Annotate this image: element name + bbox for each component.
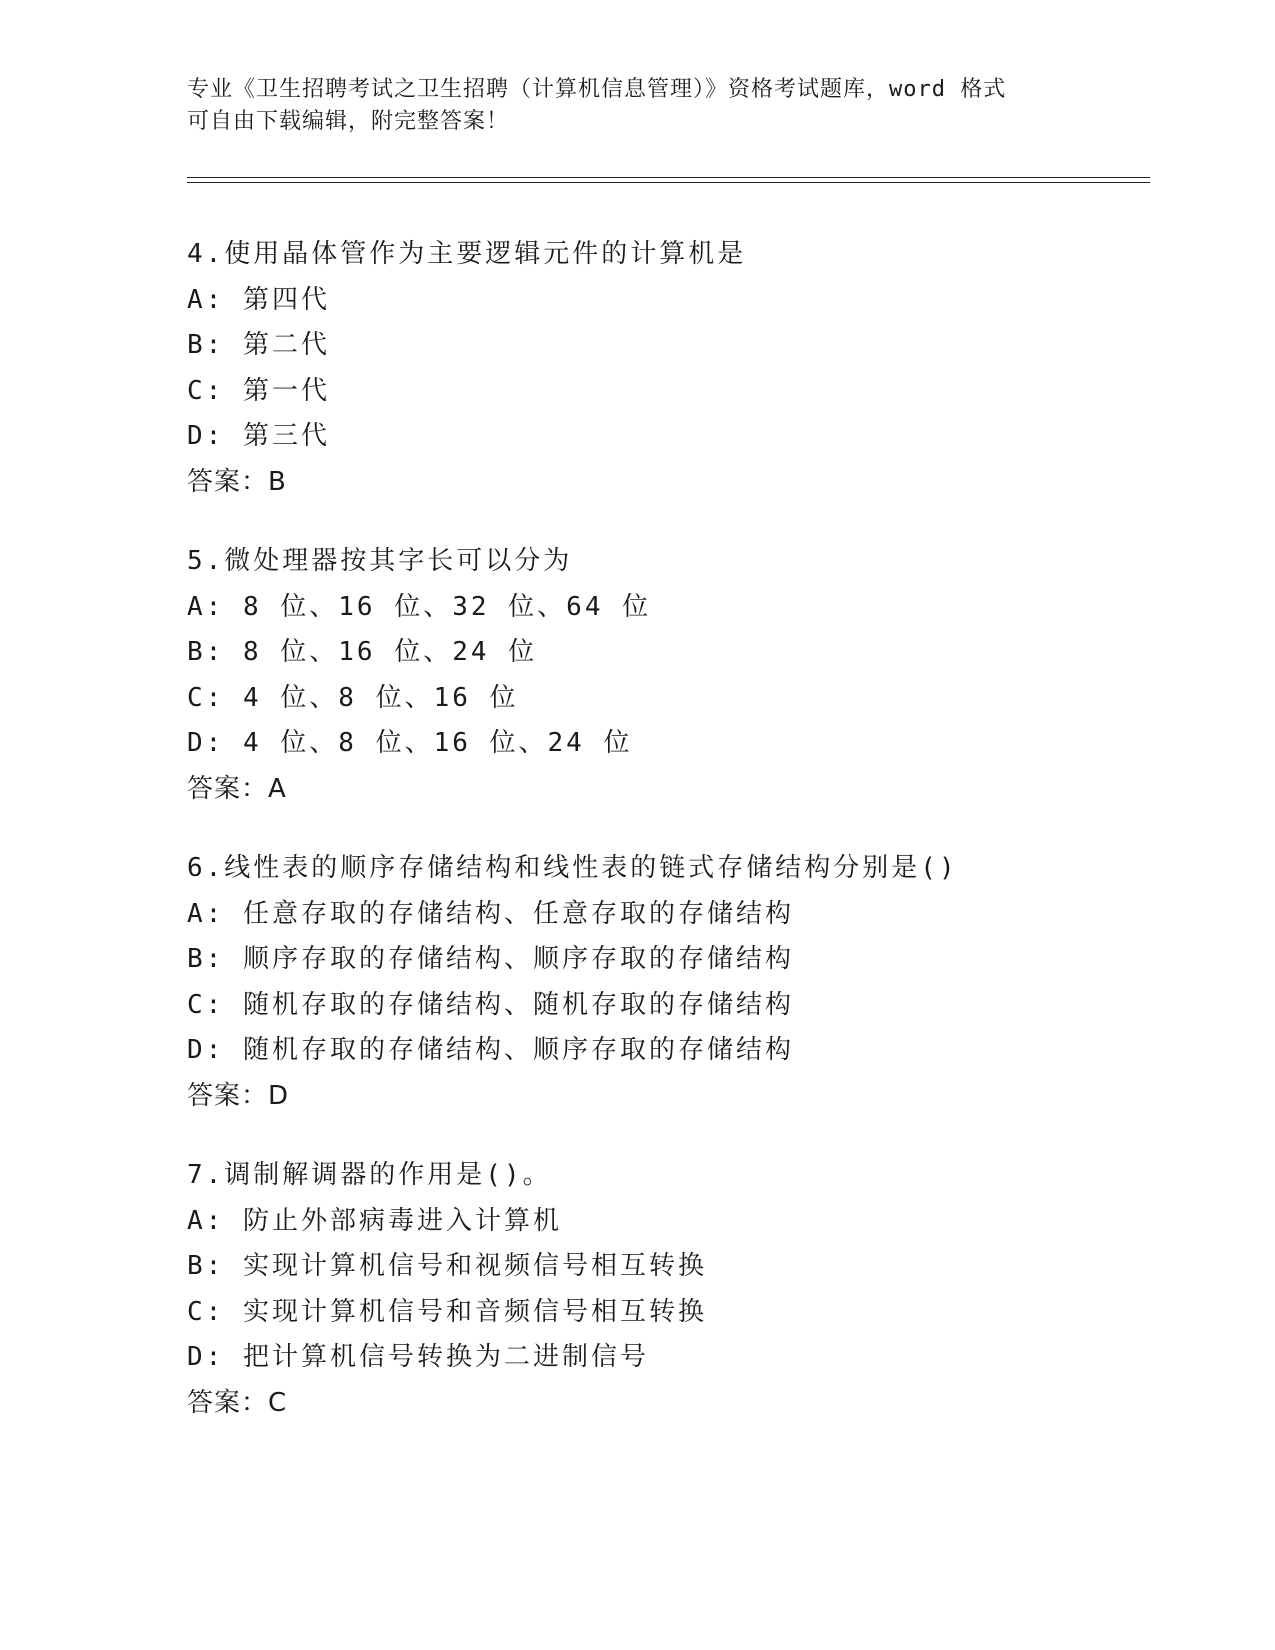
- document-header: [187, 74, 1087, 138]
- header-line-1: 专业《卫生招聘考试之卫生招聘（计算机信息管理）》资格考试题库，word 格式: [187, 77, 1007, 102]
- question-6: [187, 846, 1147, 1119]
- option-d: D: 把计算机信号转换为二进制信号: [187, 1342, 649, 1372]
- question-4: [187, 232, 1147, 505]
- option-a: A: 任意存取的存储结构、任意存取的存储结构: [187, 898, 794, 929]
- question-5: [187, 539, 1147, 812]
- option-b: B: 顺序存取的存储结构、顺序存取的存储结构: [187, 944, 794, 974]
- option-c: C: 实现计算机信号和音频信号相互转换: [187, 1296, 707, 1327]
- header-double-rule: [187, 177, 1150, 183]
- option-a: A: 第四代: [187, 284, 330, 315]
- option-d: D: 随机存取的存储结构、顺序存取的存储结构: [187, 1035, 794, 1065]
- question-7: [187, 1153, 1147, 1426]
- question-stem: 4.使用晶体管作为主要逻辑元件的计算机是: [187, 239, 747, 269]
- option-d: D: 第三代: [187, 421, 330, 451]
- option-c: C: 第一代: [187, 375, 330, 406]
- option-b: B: 实现计算机信号和视频信号相互转换: [187, 1251, 707, 1281]
- answer-line: 答案：C: [187, 1387, 288, 1418]
- answer-line: 答案：D: [187, 1080, 290, 1111]
- option-b: B: 第二代: [187, 330, 330, 360]
- question-stem: 6.线性表的顺序存储结构和线性表的链式存储结构分别是(): [187, 853, 958, 883]
- header-line-2: 可自由下载编辑，附完整答案！: [187, 109, 510, 134]
- option-c: C: 随机存取的存储结构、随机存取的存储结构: [187, 989, 794, 1020]
- option-b: B: 8 位、16 位、24 位: [187, 637, 538, 667]
- question-stem: 5.微处理器按其字长可以分为: [187, 546, 573, 576]
- option-d: D: 4 位、8 位、16 位、24 位: [187, 728, 633, 758]
- question-stem: 7.调制解调器的作用是()。: [187, 1160, 552, 1190]
- answer-line: 答案：B: [187, 466, 287, 497]
- question-list: [187, 232, 1147, 1460]
- answer-line: 答案：A: [187, 773, 287, 804]
- option-a: A: 防止外部病毒进入计算机: [187, 1205, 562, 1236]
- option-c: C: 4 位、8 位、16 位: [187, 682, 519, 713]
- option-a: A: 8 位、16 位、32 位、64 位: [187, 591, 652, 622]
